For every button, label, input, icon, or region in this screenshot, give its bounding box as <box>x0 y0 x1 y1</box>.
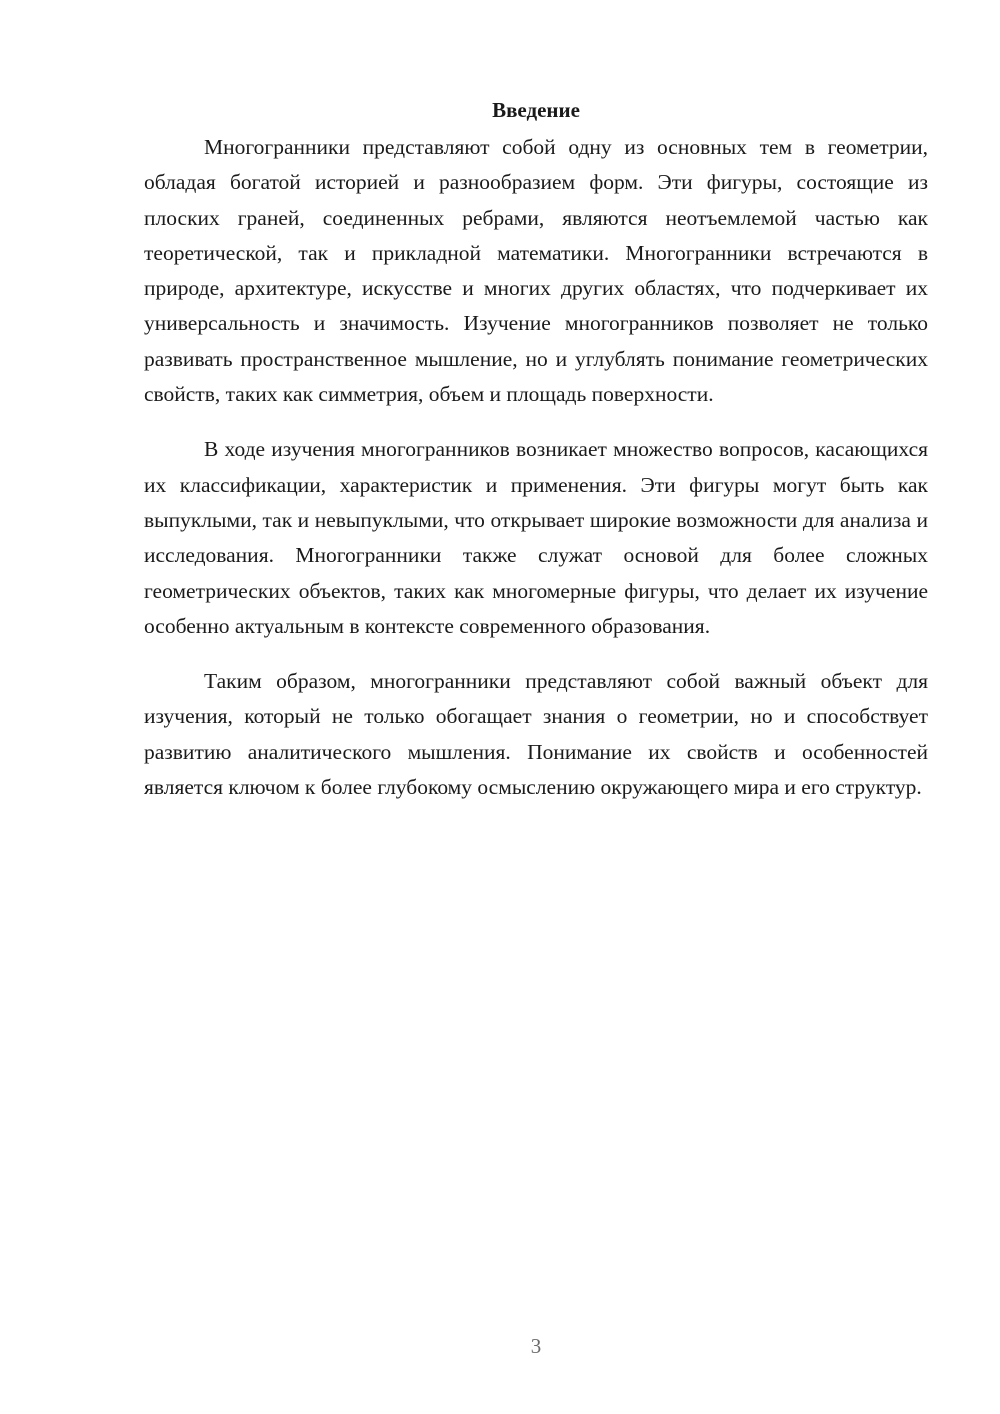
paragraph-2: В ходе изучения многогранников возникает множество вопросов, касающихся их классификации, характеристик и применения. Эти фигуры могут быть как выпуклыми, так и невыпуклыми, что открывает широкие возможности для анализа и исследования. Многогранники также служат основой для более сложных геометрических объектов, таких как многомерные фигуры, что делает их изучение особенно актуальным в контексте современного образования. <box>144 437 928 638</box>
page-title: Введение <box>492 98 580 122</box>
page-content <box>144 92 928 825</box>
page-number: 3 <box>530 1334 542 1358</box>
paragraph-3: Таким образом, многогранники представляют собой важный объект для изучения, который не только обогащает знания о геометрии, но и способствует развитию аналитического мышления. Понимание их свойств и особенностей является ключом к более глубокому осмыслению окружающего мира и его структур. <box>144 669 928 800</box>
paragraph-1: Многогранники представляют собой одну из основных тем в геометрии, обладая богатой историей и разнообразием форм. Эти фигуры, состоящие из плоских граней, соединенных ребрами, являются неотъемлемой частью как теоретической, так и прикладной математики. Многогранники встречаются в природе, архитектуре, искусстве и многих других областях, что подчеркивает их универсальность и значимость. Изучение многогранников позволяет не только развивать пространственное мышление, но и углублять понимание геометрических свойств, таких как симметрия, объем и площадь поверхности. <box>144 135 928 407</box>
